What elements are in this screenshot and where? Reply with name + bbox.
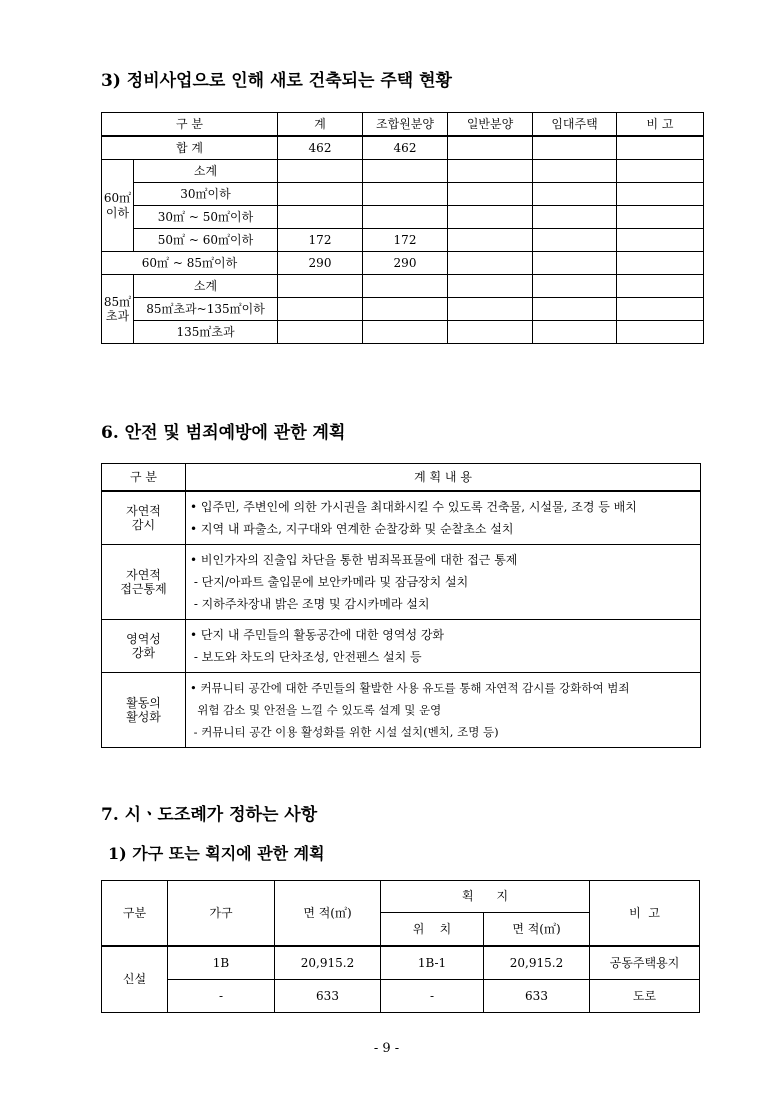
group-60-line2: 이하 <box>105 205 130 220</box>
header-cell: 면 적(㎡) <box>484 913 590 947</box>
table-row <box>102 160 704 183</box>
cell: 20,915.2 <box>484 946 590 980</box>
table-header-row <box>102 464 701 492</box>
cell: 1B <box>168 946 275 980</box>
cell <box>363 321 448 344</box>
row-content <box>186 620 701 673</box>
cell: 1B-1 <box>381 946 484 980</box>
table-row <box>102 206 704 229</box>
content-line: • 단지 내 주민들의 활동공간에 대한 영역성 강화 <box>190 628 445 642</box>
group-85-line1: 85㎡ <box>103 294 132 309</box>
cell <box>617 206 704 229</box>
cell: 20,915.2 <box>275 946 381 980</box>
cell <box>617 183 704 206</box>
total-row <box>102 136 704 160</box>
cell <box>617 298 704 321</box>
cell <box>278 160 363 183</box>
row-content <box>186 673 701 748</box>
group-85-line2: 초과 <box>105 309 130 323</box>
section3-title: 3) 정비사업으로 인해 새로 건축되는 주택 현황 <box>101 71 452 91</box>
cell <box>533 321 617 344</box>
cell <box>448 229 533 252</box>
content-line: • 입주민, 주변인에 의한 가시권을 최대화시킬 수 있도록 건축물, 시설물, 조경 등 배치 <box>190 500 637 514</box>
cell <box>363 183 448 206</box>
cell <box>533 160 617 183</box>
cell <box>448 252 533 275</box>
group-label: 신설 <box>102 946 168 1013</box>
row-label-line1: 활동의 <box>126 695 161 710</box>
cell <box>533 298 617 321</box>
cell <box>363 298 448 321</box>
section7-title: 7. 시ㆍ도조례가 정하는 사항 <box>101 805 318 825</box>
cell <box>533 229 617 252</box>
cell: - <box>381 980 484 1013</box>
cell <box>278 321 363 344</box>
table-row <box>102 252 704 275</box>
table-row <box>102 298 704 321</box>
header-cell: 비 고 <box>590 881 700 947</box>
cell <box>617 252 704 275</box>
cell <box>533 136 617 160</box>
cell: 도로 <box>590 980 700 1013</box>
cell <box>533 252 617 275</box>
header-cell: 구 분 <box>102 113 278 137</box>
row-label-line1: 자연적 <box>126 567 161 582</box>
row-label-line2: 감시 <box>131 518 156 532</box>
group-60-label <box>102 160 134 252</box>
cell: 633 <box>484 980 590 1013</box>
section6-title: 6. 안전 및 범죄예방에 관한 계획 <box>101 423 346 443</box>
row-label: 50㎡ ~ 60㎡이하 <box>134 229 278 252</box>
cell <box>448 160 533 183</box>
table-header-row <box>102 113 704 137</box>
table-row <box>102 545 701 620</box>
table-header-row <box>102 881 700 913</box>
row-content <box>186 545 701 620</box>
cell <box>278 275 363 298</box>
row-label: 소계 <box>134 275 278 298</box>
content-line: 위험 감소 및 안전을 느낄 수 있도록 설계 및 운영 <box>190 703 442 717</box>
row-label-line2: 활성화 <box>126 710 161 724</box>
content-line: - 보도와 차도의 단차조성, 안전펜스 설치 등 <box>190 650 422 664</box>
header-cell: 일반분양 <box>448 113 533 137</box>
cell <box>617 321 704 344</box>
row-label-line1: 자연적 <box>126 503 161 518</box>
cell: 290 <box>278 252 363 275</box>
cell <box>533 275 617 298</box>
content-line: • 비인가자의 진출입 차단을 통한 범죄목표물에 대한 접근 통제 <box>190 553 518 567</box>
header-cell: 계 획 내 용 <box>186 464 701 492</box>
cell: 공동주택용지 <box>590 946 700 980</box>
page-number: - 9 - <box>373 1041 400 1056</box>
header-cell: 비 고 <box>617 113 704 137</box>
header-cell: 가구 <box>168 881 275 947</box>
cell <box>617 160 704 183</box>
cell: 172 <box>363 229 448 252</box>
cell <box>278 298 363 321</box>
row-label: 소계 <box>134 160 278 183</box>
content-line: - 단지/아파트 출입문에 보안카메라 및 잠금장치 설치 <box>190 575 469 589</box>
row-label <box>102 673 186 748</box>
cell <box>617 275 704 298</box>
cell <box>448 298 533 321</box>
header-cell: 계 <box>278 113 363 137</box>
cell: 633 <box>275 980 381 1013</box>
row-label: 60㎡ ~ 85㎡이하 <box>102 252 278 275</box>
cell: 290 <box>363 252 448 275</box>
row-label <box>102 545 186 620</box>
header-cell: 임대주택 <box>533 113 617 137</box>
block-lot-table <box>101 880 700 1013</box>
row-label <box>102 491 186 545</box>
section7-subtitle: 1) 가구 또는 획지에 관한 계획 <box>108 844 325 863</box>
table-row <box>102 491 701 545</box>
header-cell: 구분 <box>102 881 168 947</box>
cell <box>533 206 617 229</box>
cell <box>533 183 617 206</box>
header-cell: 면 적(㎡) <box>275 881 381 947</box>
cell <box>617 229 704 252</box>
cell <box>617 136 704 160</box>
table-row <box>102 620 701 673</box>
cell: 462 <box>363 136 448 160</box>
cell <box>448 206 533 229</box>
header-cell: 위 치 <box>381 913 484 947</box>
table-row <box>102 673 701 748</box>
cell <box>448 275 533 298</box>
table-row <box>102 980 700 1013</box>
cell <box>363 160 448 183</box>
table-row <box>102 183 704 206</box>
cell: 172 <box>278 229 363 252</box>
row-label: 30㎡ ~ 50㎡이하 <box>134 206 278 229</box>
content-line: - 커뮤니티 공간 이용 활성화를 위한 시설 설치(벤치, 조명 등) <box>190 725 499 739</box>
content-line: • 커뮤니티 공간에 대한 주민들의 활발한 사용 유도를 통해 자연적 감시를 강화하여 범죄 <box>190 681 630 695</box>
safety-plan-table <box>101 463 701 748</box>
group-85-label <box>102 275 134 344</box>
row-content <box>186 491 701 545</box>
table-row <box>102 321 704 344</box>
row-label <box>102 620 186 673</box>
header-cell: 조합원분양 <box>363 113 448 137</box>
row-label: 30㎡이하 <box>134 183 278 206</box>
cell: 462 <box>278 136 363 160</box>
cell <box>363 275 448 298</box>
table-row <box>102 275 704 298</box>
cell <box>448 136 533 160</box>
row-label-line2: 접근통제 <box>120 582 167 596</box>
cell <box>363 206 448 229</box>
cell <box>278 206 363 229</box>
cell <box>278 183 363 206</box>
total-label: 합 계 <box>102 136 278 160</box>
housing-status-table <box>101 112 704 344</box>
row-label: 135㎡초과 <box>134 321 278 344</box>
content-line: • 지역 내 파출소, 지구대와 연계한 순찰강화 및 순찰초소 설치 <box>190 522 514 536</box>
content-line: - 지하주차장내 밝은 조명 및 감시카메라 설치 <box>190 597 430 611</box>
row-label-line1: 영역성 <box>126 631 161 646</box>
group-60-line1: 60㎡ <box>103 191 132 206</box>
table-row <box>102 946 700 980</box>
cell <box>448 321 533 344</box>
table-row <box>102 229 704 252</box>
cell: - <box>168 980 275 1013</box>
header-cell: 구 분 <box>102 464 186 492</box>
row-label-line2: 강화 <box>131 646 156 660</box>
cell <box>448 183 533 206</box>
row-label: 85㎡초과~135㎡이하 <box>134 298 278 321</box>
header-cell: 획 지 <box>381 881 590 913</box>
